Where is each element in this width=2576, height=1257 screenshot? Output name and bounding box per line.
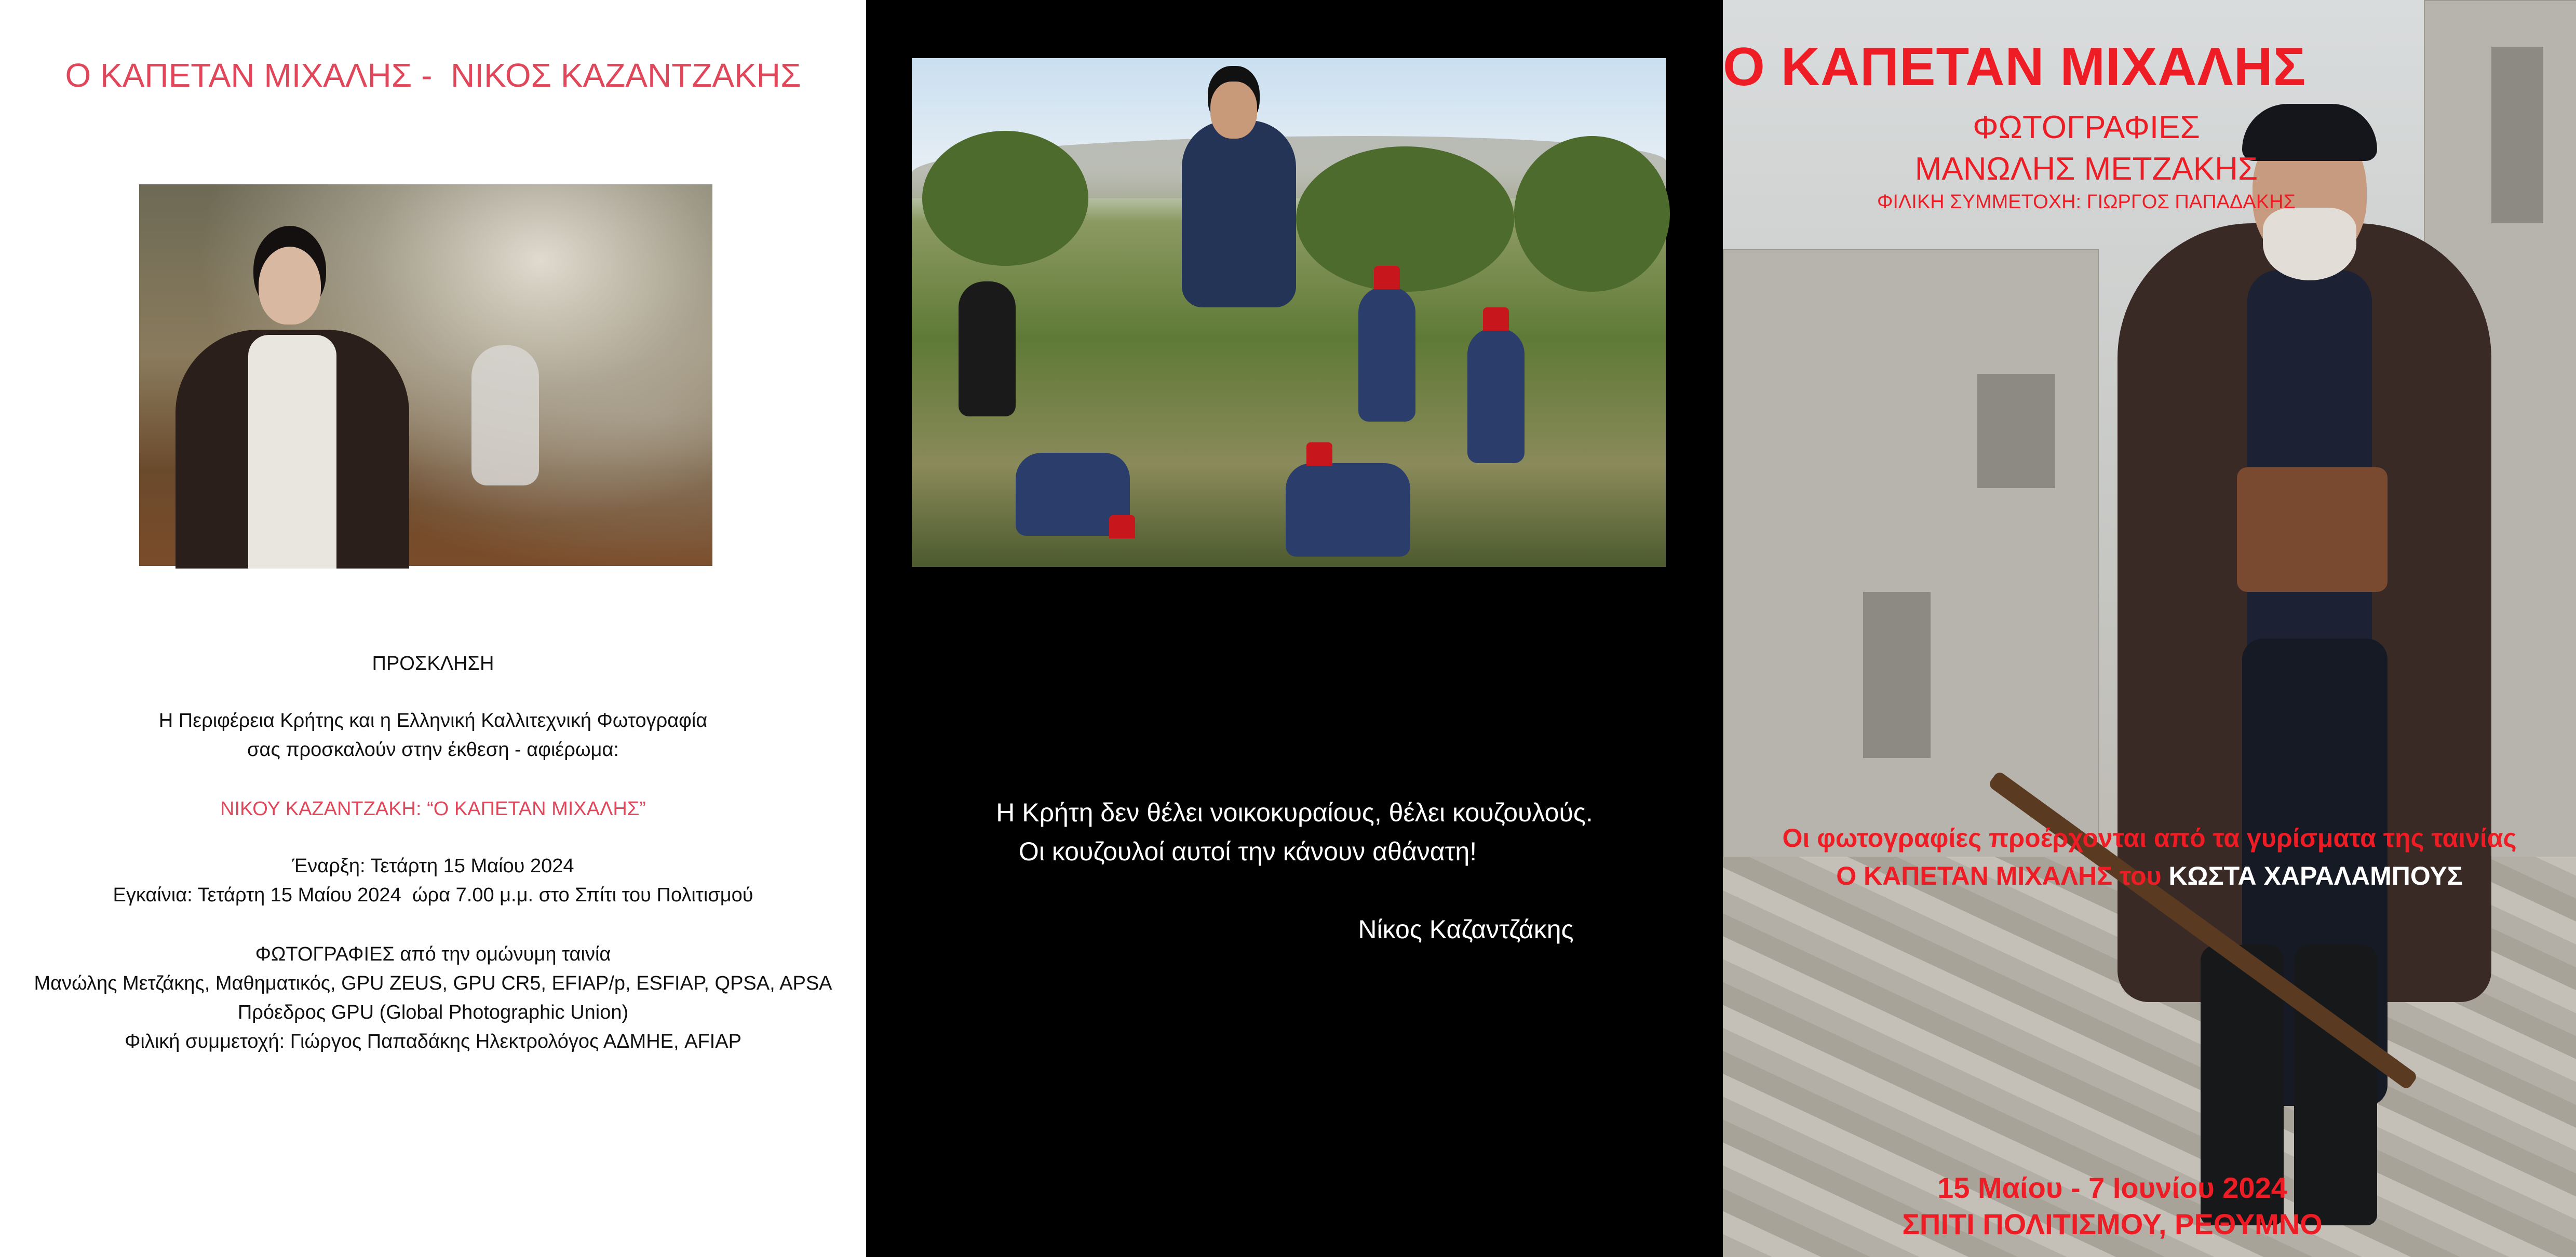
- quote-line-2: Οι κουζουλοί αυτοί την κάνουν αθάνατη!: [1018, 837, 1477, 866]
- opening-details: Εγκαίνια: Τετάρτη 15 Μαίου 2024 ώρα 7.00 μ.μ. στο Σπίτι του Πολιτισμού: [113, 884, 753, 906]
- poster-photos-label: ΦΩΤΟΓΡΑΦΙΕΣ: [1973, 110, 2200, 145]
- red-fez: [1483, 307, 1509, 331]
- poster-title: Ο ΚΑΠΕΤΑΝ ΜΙΧΑΛΗΣ: [1723, 37, 2307, 97]
- middle-panel: [866, 0, 1723, 1257]
- olive-tree: [1296, 146, 1514, 292]
- captain-sash: [2237, 467, 2388, 592]
- poster-collaboration: ΦΙΛΙΚΗ ΣΥΜΜΕΤΟΧΗ: ΓΙΩΡΓΟΣ ΠΑΠΑΔΑΚΗΣ: [1877, 191, 2296, 213]
- ruined-doorway: [1863, 592, 1931, 758]
- soldier-figure: [1467, 328, 1525, 463]
- ruined-window: [1977, 374, 2055, 488]
- invite-line-2: σας προσκαλούν στην έκθεση - αφιέρωμα:: [247, 739, 619, 761]
- right-panel-poster: [1723, 0, 2576, 1257]
- captain-beard: [2263, 208, 2356, 280]
- jumping-captain-figure: [1182, 120, 1296, 307]
- red-fez: [1109, 515, 1135, 538]
- red-fez: [1374, 266, 1400, 289]
- photos-from-film: ΦΩΤΟΓΡΑΦΙΕΣ από την ομώνυμη ταινία: [255, 943, 611, 965]
- woman-and-horse-photo: [139, 184, 712, 566]
- collaborator-credits: Φιλική συμμετοχή: Γιώργος Παπαδάκης Ηλεκτρολόγος ΑΔΜΗΕ, AFIAP: [125, 1031, 741, 1052]
- photographer-role: Πρόεδρος GPU (Global Photographic Union): [237, 1002, 629, 1023]
- olive-tree: [922, 131, 1088, 266]
- invitation-heading: ΠΡΟΣΚΛΗΣΗ: [372, 653, 494, 674]
- battle-scene-photo: [912, 58, 1666, 567]
- exhibition-title: ΝΙΚΟΥ ΚΑΖΑΝΤΖΑΚΗ: “Ο ΚΑΠΕΤΑΝ ΜΙΧΑΛΗΣ”: [220, 798, 646, 820]
- soldier-figure: [959, 281, 1016, 416]
- jumping-captain-head: [1210, 82, 1257, 139]
- left-title: Ο ΚΑΠΕΤΑΝ ΜΙΧΑΛΗΣ - ΝΙΚΟΣ ΚΑΖΑΝΤΖΑΚΗΣ: [65, 57, 801, 94]
- olive-tree: [1514, 136, 1670, 292]
- soldier-figure: [1358, 287, 1415, 422]
- poster-photographer: ΜΑΝΩΛΗΣ ΜΕΤΖΑΚΗΣ: [1914, 151, 2258, 187]
- photographer-credits: Μανώλης Μετζάκης, Μαθηματικός, GPU ZEUS, GPU CR5, EFIAP/p, ESFIAP, QPSA, APSA: [34, 972, 832, 994]
- red-fez: [1306, 442, 1332, 466]
- woman-head: [259, 247, 321, 325]
- fallen-soldier-figure: [1286, 463, 1410, 557]
- quote-line-1: Η Κρήτη δεν θέλει νοικοκυραίους, θέλει κουζουλούς.: [996, 798, 1593, 827]
- poster-source-line: Οι φωτογραφίες προέρχονται από τα γυρίσματα της ταινίας: [1782, 823, 2517, 853]
- left-panel: [0, 0, 866, 1257]
- horse-figure: [471, 345, 539, 485]
- poster-director: ΚΩΣΤΑ ΧΑΡΑΛΑΜΠΟΥΣ: [2168, 861, 2463, 890]
- start-date: Έναρξη: Τετάρτη 15 Μαίου 2024: [292, 855, 574, 877]
- poster-venue: ΣΠΙΤΙ ΠΟΛΙΤΙΣΜΟΥ, ΡΕΘΥΜΝΟ: [1902, 1208, 2323, 1240]
- quote-author: Νίκος Καζαντζάκης: [1358, 915, 1574, 944]
- poster-film-line: [1723, 861, 2576, 891]
- poster-dates: 15 Μαίου - 7 Ιουνίου 2024: [1937, 1171, 2287, 1204]
- woman-shirt: [248, 335, 336, 569]
- invite-line-1: Η Περιφέρεια Κρήτης και η Ελληνική Καλλιτεχνική Φωτογραφία: [158, 710, 708, 732]
- ruined-window: [2491, 47, 2543, 223]
- poster-film-title: Ο ΚΑΠΕΤΑΝ ΜΙΧΑΛΗΣ του: [1836, 861, 2169, 890]
